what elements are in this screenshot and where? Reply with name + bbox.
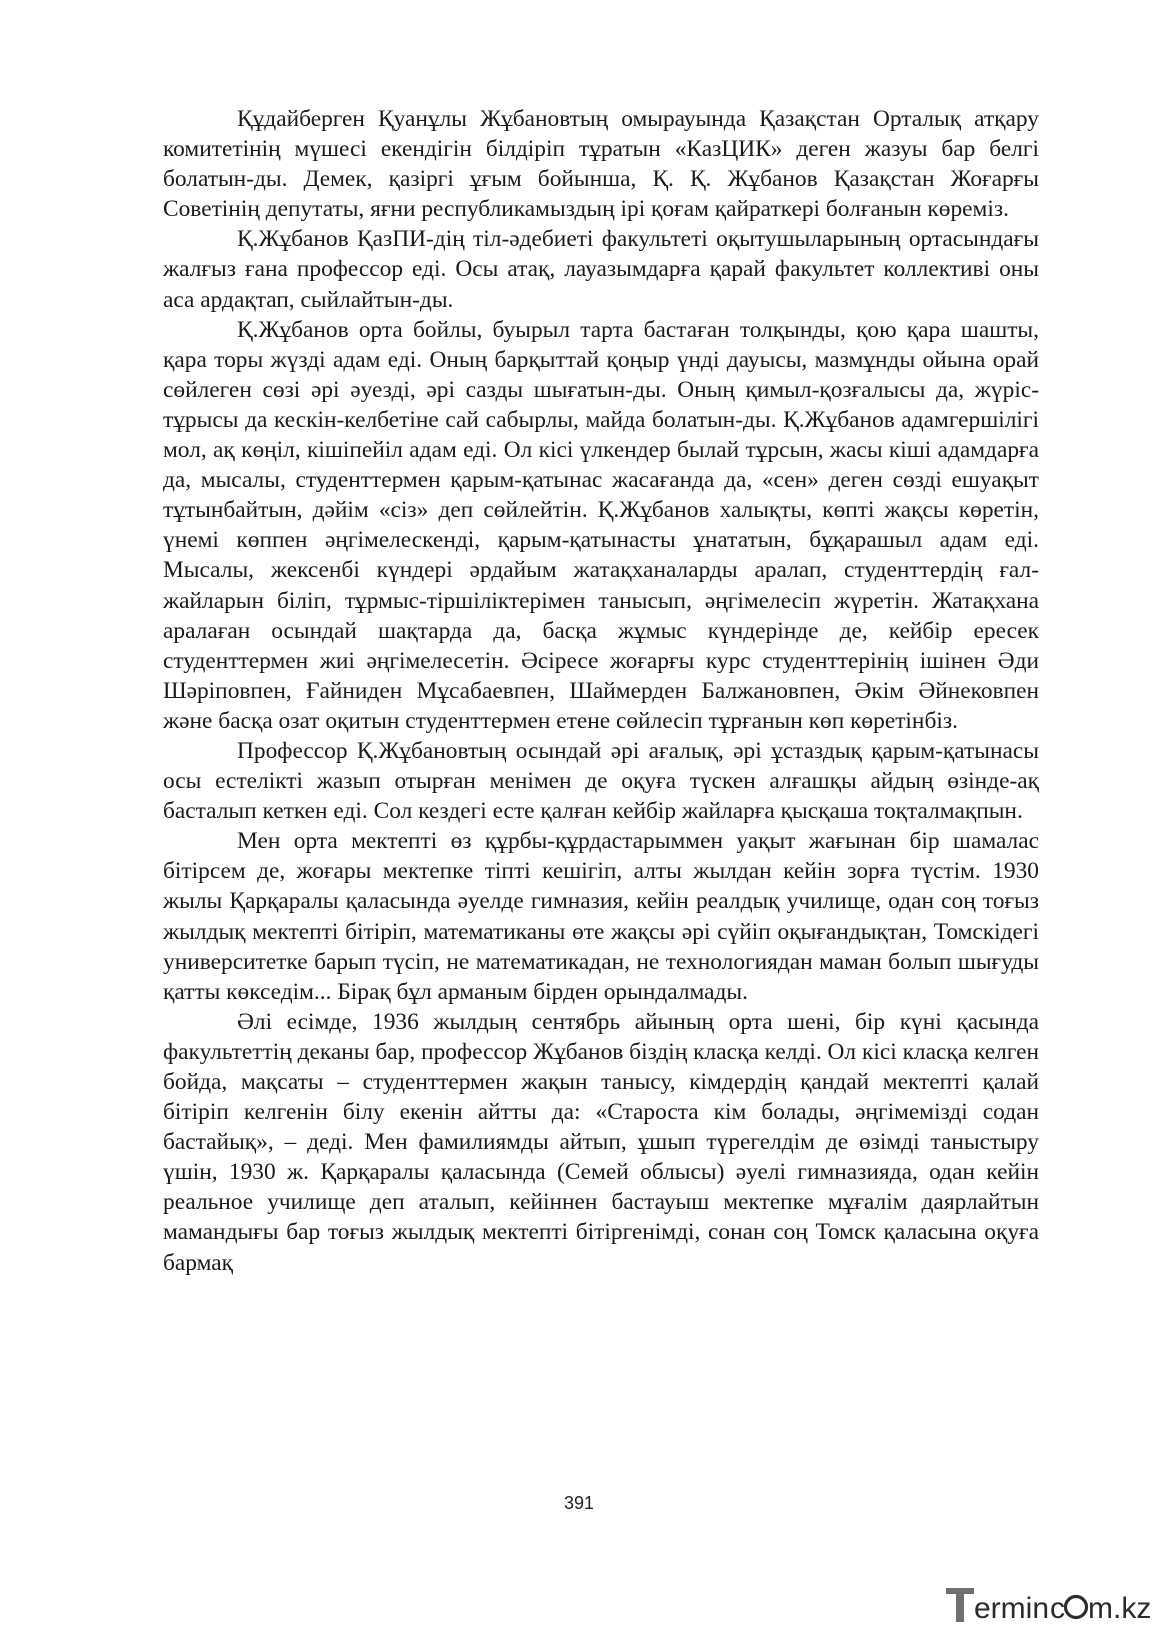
svg-text:m.kz: m.kz: [1088, 1592, 1152, 1625]
svg-text:ermin: ermin: [974, 1592, 1050, 1625]
termincom-logo-icon[interactable]: [944, 1584, 1152, 1628]
paragraph: Қ.Жұбанов ҚазПИ-дің тіл-әдебиеті факультеті оқытушыларының ортасындағы жалғыз ғана профессор еді. Осы атақ, лауазымдарға қарай факультет коллективі оны аса ардақтап, сыйлайтын-ды.: [163, 226, 1039, 313]
paragraph: Әлі есімде, 1936 жылдың сентябрь айының орта шені, бір күні қасында факультеттің деканы бар, профессор Жұбанов біздің класқа келді. Ол кісі класқа келген бойда, мақсаты – студенттермен жақын танысу, кімдердің қандай мектепті қалай бітіріп келгенін білу екенін айтты да: «Староста кім болады, әңгімемізді содан бастайық», – деді. Мен фамилиямды айтып, ұшып түрегелдім де өзімді таныстыру үшін, 1930 ж. Қарқаралы қаласында (Семей облысы) әуелі гимназияда, одан кейін реальное училище деп аталып, кейіннен бастауыш мектепке мұғалім даярлайтын мамандығы бар тоғыз жылдық мектепті бітіргенімді, сонан соң Томск қаласына оқуға бармақ: [163, 1008, 1039, 1276]
paragraph: Мен орта мектепті өз құрбы-құрдастарыммен уақыт жағынан бір шамалас бітірсем де, жоғары мектепке тіпті кешігіп, алты жылдан кейін зорға түстім. 1930 жылы Қарқаралы қаласында әуелде гимназия, кейін реалдық училище, одан соң тоғыз жылдық мектепті бітіріп, математиканы өте жақсы әрі сүйіп оқығандықтан, Томскідегі университетке барып түсіп, не математикадан, не технологиядан маман болып шығуды қатты көкседім... Бірақ бұл арманым бірден орындалмады.: [163, 828, 1039, 1005]
document-body: [163, 104, 1039, 1278]
page-number: 391: [563, 1493, 595, 1513]
paragraph: Қ.Жұбанов орта бойлы, буырыл тарта бастаған толқынды, қою қара шашты, қара торы жүзді адам еді. Оның барқыттай қоңыр үнді дауысы, мазмұнды ойына орай сөйлеген сөзі әрі әуезді, әрі сазды шығатын-ды. Оның қимыл-қозғалысы да, жүріс-тұрысы да кескін-келбетіне сай сабырлы, майда болатын-ды. Қ.Жұбанов адамгершілігі мол, ақ көңіл, кішіпейіл адам еді. Ол кісі үлкендер былай тұрсын, жасы кіші адамдарға да, мысалы, студенттермен қарым-қатынас жасағанда да, «сен» деген сөзді ешуақыт тұтынбайтын, дәйім «сіз» деп сөйлейтін. Қ.Жұбанов халықты, көпті жақсы көретін, үнемі көппен әңгімелескенді, қарым-қатынасты ұнататын, бұқарашыл адам еді. Мысалы, жексенбі күндері әрдайым жатақханаларды аралап, студенттердің ғал-жайларын біліп, тұрмыс-тіршіліктерімен танысып, әңгімелесіп жүретін. Жатақхана аралаған осындай шақтарда да, басқа жұмыс күндерінде де, кейбір ересек студенттермен жиі әңгімелесетін. Әсіресе жоғарғы курс студенттерінің ішінен Әди Шәріповпен, Ғайниден Мұсабаевпен, Шаймерден Балжановпен, Әкім Әйнековпен және басқа озат оқитын студенттермен етене сөйлесіп тұрғанын көп көретінбіз.: [163, 316, 1039, 734]
paragraph: Құдайберген Қуанұлы Жұбановтың омырауында Қазақстан Орталық атқару комитетінің мүшесі екендігін білдіріп тұратын «КазЦИК» деген жазуы бар белгі болатын-ды. Демек, қазіргі ұғым бойынша, Қ. Қ. Жұбанов Қазақстан Жоғарғы Советінің депутаты, яғни республикамыздың ірі қоғам қайраткері болғанын көреміз.: [163, 106, 1039, 223]
paragraph: Профессор Қ.Жұбановтың осындай әрі ағалық, әрі ұстаздық қарым-қатынасы осы естелікті жазып отырған менімен де оқуға түскен алғашқы айдың өзінде-ақ басталып кеткен еді. Сол кездегі есте қалған кейбір жайларға қысқаша тоқталмақпын.: [163, 737, 1039, 825]
svg-text:c: c: [1050, 1592, 1065, 1625]
